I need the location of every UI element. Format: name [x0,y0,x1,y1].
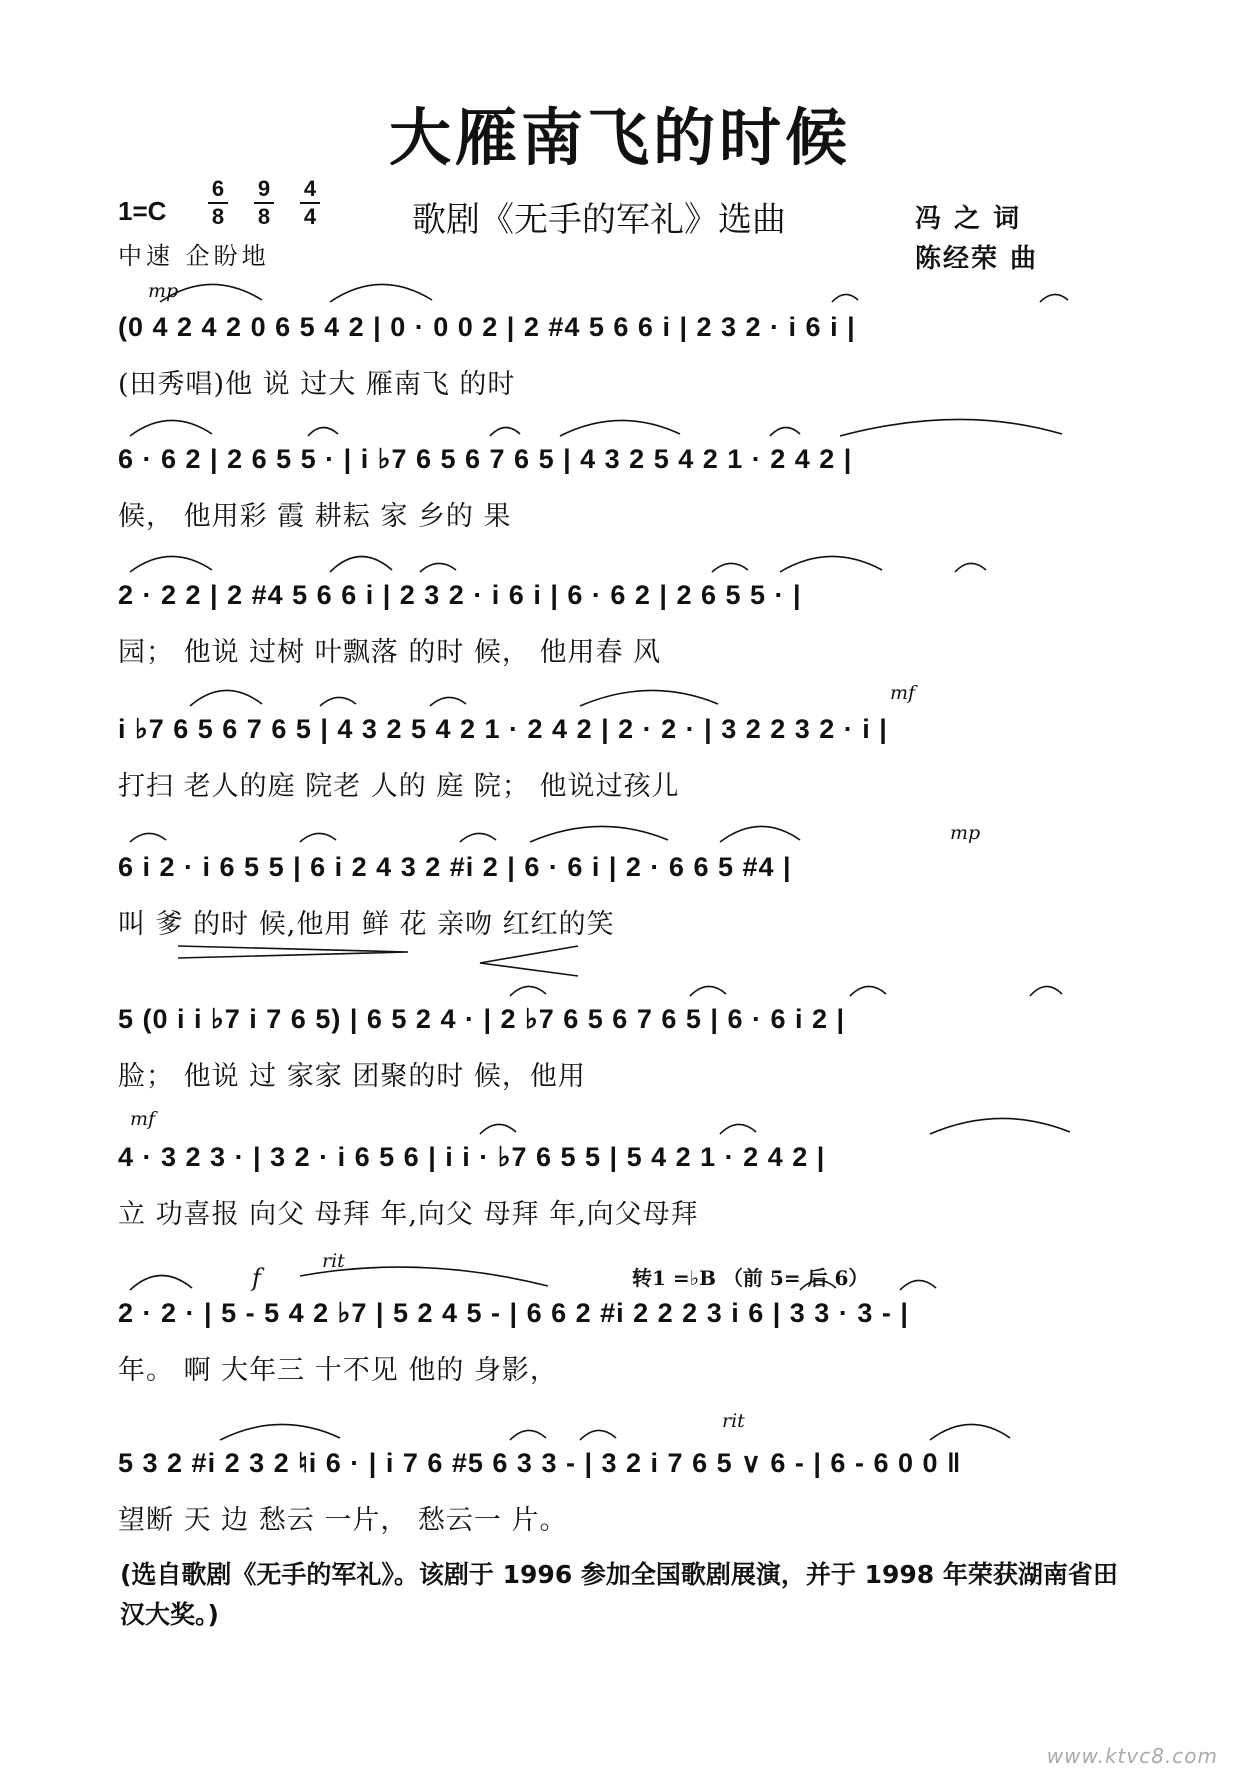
decrescendo-hairpin [480,946,578,976]
slur [780,556,882,572]
slur [850,986,886,996]
slur [770,427,800,436]
rit-marking-1: rit [322,1250,345,1272]
lyrics-line: 叫 爹 的时 候,他用 鲜 花 亲吻 红红的笑 [118,909,615,940]
lyrics-line: 园； 他说 过树 叶飘落 的时 候， 他用春 风 [118,637,662,668]
slur [190,690,262,706]
slur [560,420,680,436]
slur [308,427,338,436]
key-change-marking: 转1 =♭B （前 5= 后 6） [632,1266,869,1290]
key-signature: 1=C [118,196,167,226]
slur [900,1280,936,1290]
slur [712,563,748,572]
dynamic-mf-1: mf [890,682,916,704]
slur [330,284,432,302]
slur [330,556,392,572]
subtitle: 歌剧《无手的军礼》选曲 [412,200,786,240]
slur [832,294,858,302]
dynamic-f: f [252,1264,261,1292]
slur [420,563,456,572]
slur [580,1430,616,1440]
slur [130,420,212,436]
slur [720,826,800,842]
slur [1030,986,1062,996]
dynamic-mf-2: mf [130,1108,156,1130]
slur [720,1124,756,1134]
slur [130,833,166,842]
time-signatures [208,178,320,228]
meter-2: $\frac{9}{8}$ [254,178,274,228]
notes-line: 5 3 2 #i 2 3 2 ♮i 6 · | i 7 6 #5 6 3 3 - | 3 2 i 7 6 5 ∨ 6 - | 6 - 6 0 0 ‖ [118,1448,962,1478]
slur [130,1275,192,1290]
notes-line: 2 · 2 2 | 2 #4 5 6 6 i | 2 3 2 · i 6 i | 6 · 6 2 | 2 6 5 5 · | [118,580,802,610]
lyrics-line: 立 功喜报 向父 母拜 年,向父 母拜 年,向父母拜 [118,1199,699,1230]
tempo-marking: 中速 企盼地 [118,242,270,270]
lyrics-line: 候， 他用彩 霞 耕耘 家 乡的 果 [118,501,512,532]
slur [510,1430,546,1440]
lyricist-credit: 冯 之 词 [915,204,1022,234]
slur [840,419,1062,436]
notes-line: 6 i 2 · i 6 5 5 | 6 i 2 4 3 2 #i 2 | 6 · 6 i | 2 · 6 6 5 #4 | [118,852,792,882]
lyrics-line: 年。 啊 大年三 十不见 他的 身影， [118,1355,558,1386]
lyrics-line: 打扫 老人的庭 院老 人的 庭 院； 他说过孩儿 [118,771,680,802]
lyrics-line: 望断 天 边 愁云 一片， 愁云一 片。 [118,1505,568,1536]
slur [300,833,336,842]
dynamic-mp-intro: mp [148,280,179,302]
slur [930,1118,1070,1134]
slur [320,697,356,706]
slur [130,556,212,572]
slur [490,427,520,436]
watermark: www.ktvc8.com [1046,1744,1218,1768]
notes-line: 5 (0 i i ♭7 i 7 6 5) | 6 5 2 4 · | 2 ♭7 6 5 6 7 6 5 | 6 · 6 i 2 | [118,1004,846,1034]
notes-line: 2 · 2 · | 5 - 5 4 2 ♭7 | 5 2 4 5 - | 6 6 2 #i 2 2 2 3 i 6 | 3 3 · 3 - | [118,1298,909,1328]
crescendo-hairpin [178,946,408,958]
notes-line: 6 · 6 2 | 2 6 5 5 · | i ♭7 6 5 6 7 6 5 | 4 3 2 5 4 2 1 · 2 4 2 | [118,444,853,474]
slur [930,1424,1010,1440]
notes-line: (0 4 2 4 2 0 6 5 4 2 | 0 · 0 0 2 | 2 #4 5 6 6 i | 2 3 2 · i 6 i | [118,312,856,342]
song-title: 大雁南飞的时候 [388,101,851,174]
slur [955,563,986,572]
composer-credit: 陈经荣 曲 [915,244,1039,274]
meter-3: $\frac{4}{4}$ [300,178,320,228]
dynamic-mp-2: mp [950,822,981,844]
meter-1: $\frac{6}{8}$ [208,178,228,228]
slur [580,690,718,706]
notes-line: i ♭7 6 5 6 7 6 5 | 4 3 2 5 4 2 1 · 2 4 2 | 2 · 2 · | 3 2 2 3 2 · i | [118,714,888,744]
lyrics-line: (田秀唱)他 说 过大 雁南飞 的时 [118,369,516,400]
slur [220,1424,340,1440]
footnote: (选自歌剧《无手的军礼》。该剧于 1996 参加全国歌剧展演，并于 1998 年荣获湖南省田汉大奖。) [120,1560,1118,1629]
slur [460,833,496,842]
notes-line: 4 · 3 2 3 · | 3 2 · i 6 5 6 | i i · ♭7 6 5 5 | 5 4 2 1 · 2 4 2 | [118,1142,826,1172]
slur [1040,294,1068,302]
lyrics-line: 脸； 他说 过 家家 团聚的时 候，他用 [118,1061,586,1092]
slur [480,1124,516,1134]
rit-marking-2: rit [722,1410,745,1432]
slur [690,986,726,996]
slur [430,697,466,706]
slur [510,986,546,996]
slur [530,826,668,842]
